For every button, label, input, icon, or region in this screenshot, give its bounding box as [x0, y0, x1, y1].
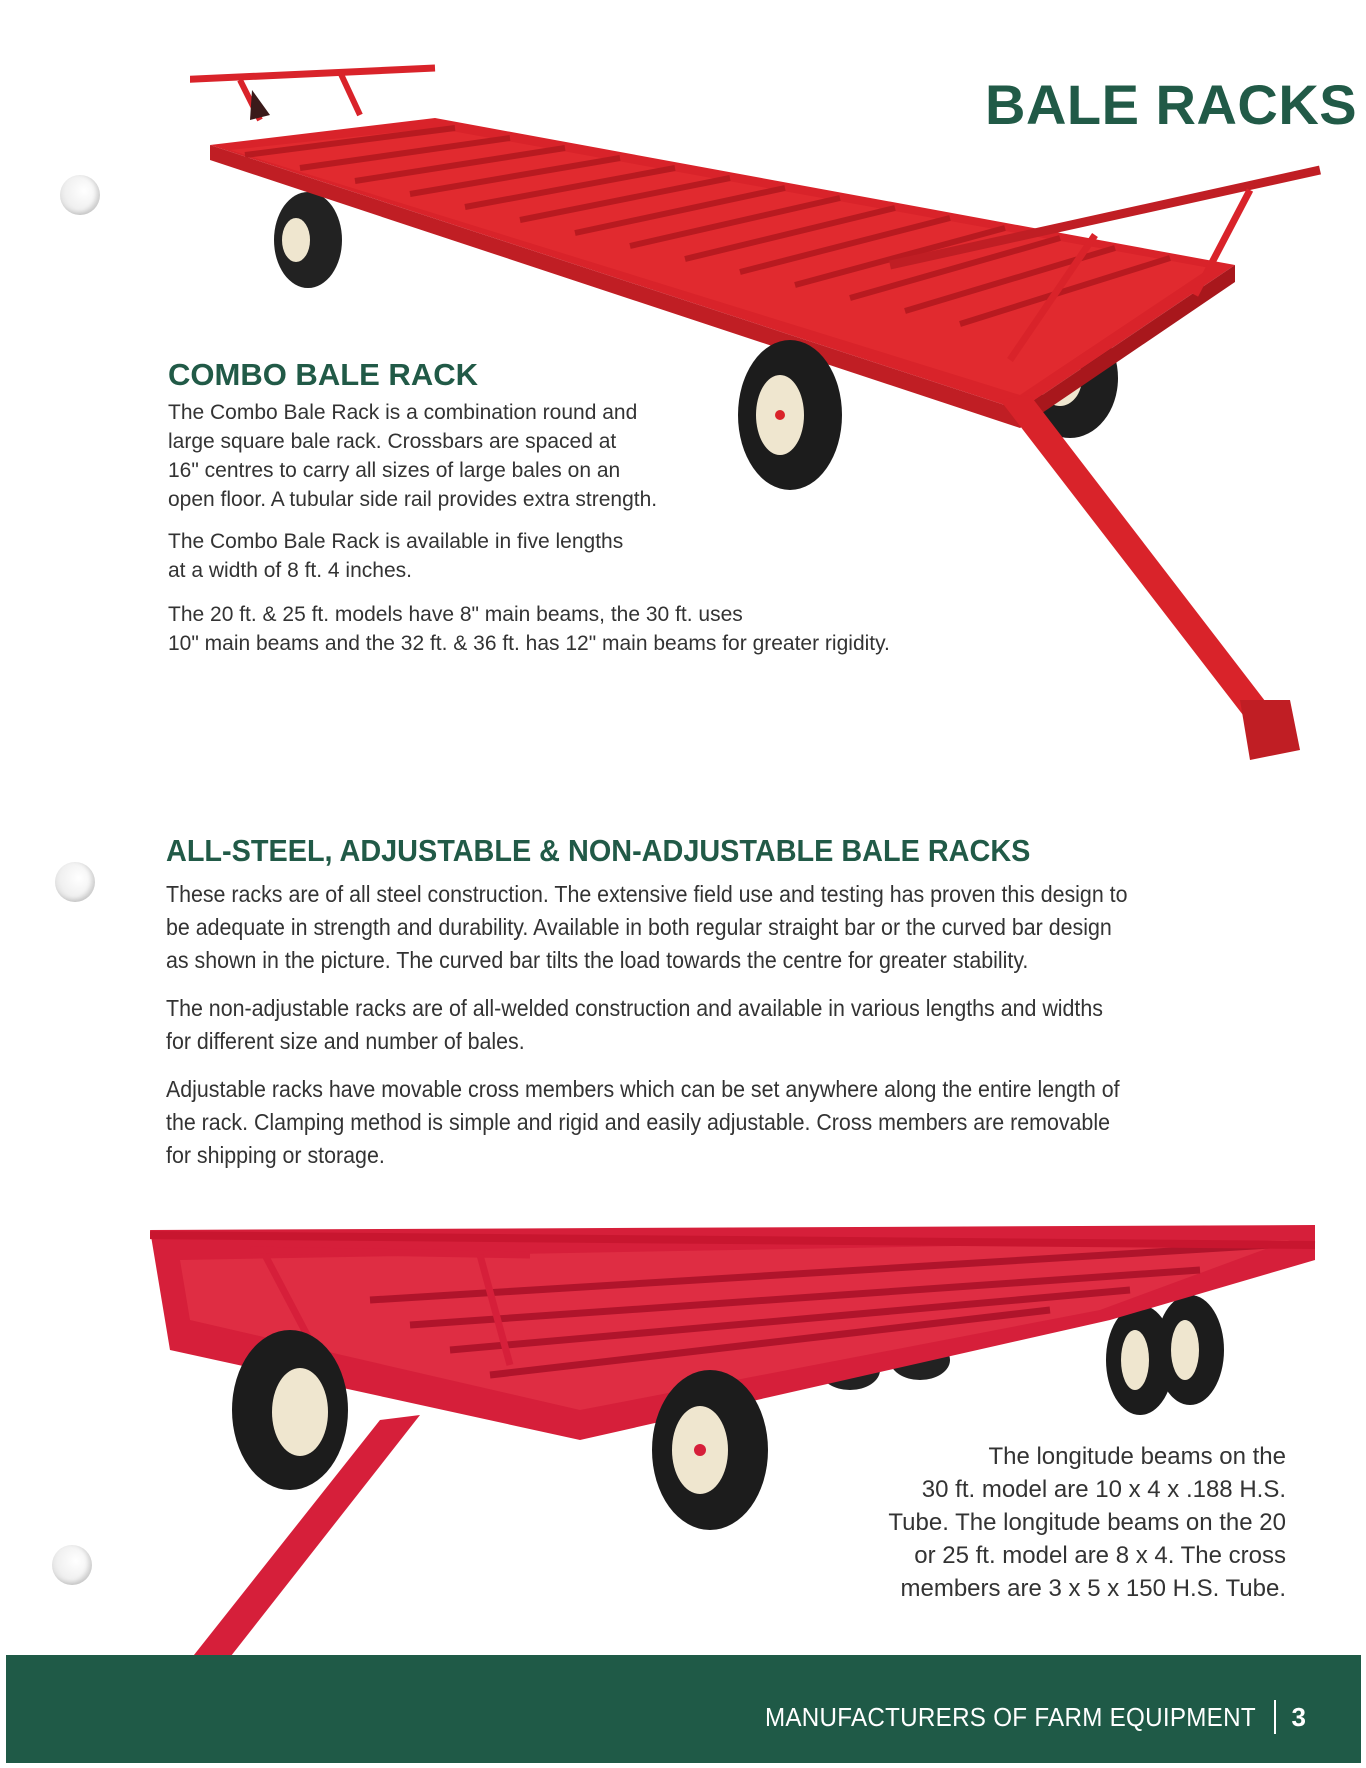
text-line: at a width of 8 ft. 4 inches. — [168, 559, 412, 582]
all-steel-paragraph-2 — [166, 992, 1103, 1058]
all-steel-section-heading: ALL-STEEL, ADJUSTABLE & NON-ADJUSTABLE BALE RACKS — [166, 833, 1031, 868]
text-line: Tube. The longitude beams on the 20 — [888, 1509, 1286, 1536]
beam-specs-caption — [888, 1440, 1286, 1605]
combo-paragraph-2 — [168, 527, 623, 585]
binder-hole-bottom — [52, 1545, 92, 1585]
footer — [728, 1700, 1306, 1734]
page-title: BALE RACKS — [985, 73, 1358, 136]
text-line: the rack. Clamping method is simple and rigid and easily adjustable. Cross members are removable — [166, 1109, 1110, 1135]
combo-paragraph-3 — [168, 600, 890, 658]
text-line: be adequate in strength and durability. Available in both regular straight bar or the curved bar design — [166, 914, 1112, 940]
text-line: The 20 ft. & 25 ft. models have 8" main beams, the 30 ft. uses — [168, 603, 743, 626]
text-line: 30 ft. model are 10 x 4 x .188 H.S. — [921, 1476, 1286, 1503]
footer-divider — [1274, 1700, 1276, 1734]
text-line: The longitude beams on the — [988, 1443, 1286, 1470]
combo-section-heading: COMBO BALE RACK — [168, 357, 478, 392]
combo-paragraph-1 — [168, 398, 657, 514]
text-line: The Combo Bale Rack is available in five lengths — [168, 530, 624, 553]
text-line: 10" main beams and the 32 ft. & 36 ft. has 12" main beams for greater rigidity. — [168, 632, 890, 655]
all-steel-paragraph-3 — [166, 1073, 1120, 1172]
page-number: 3 — [1291, 1701, 1306, 1732]
text-line: These racks are of all steel construction. The extensive field use and testing has proven this design to — [166, 881, 1128, 907]
text-line: large square bale rack. Crossbars are spaced at — [168, 430, 617, 453]
text-line: The non-adjustable racks are of all-welded construction and available in various lengths and widths — [166, 995, 1103, 1021]
footer-label: MANUFACTURERS OF FARM EQUIPMENT — [764, 1701, 1256, 1732]
all-steel-paragraph-1 — [166, 878, 1128, 977]
binder-hole-top — [60, 175, 100, 215]
text-line: 16" centres to carry all sizes of large bales on an — [168, 459, 621, 482]
binder-hole-middle — [55, 862, 95, 902]
text-line: open floor. A tubular side rail provides extra strength. — [168, 488, 658, 511]
text-line: for different size and number of bales. — [166, 1028, 525, 1054]
text-line: Adjustable racks have movable cross members which can be set anywhere along the entire length of — [166, 1076, 1120, 1102]
text-line: or 25 ft. model are 8 x 4. The cross — [914, 1542, 1286, 1569]
text-line: as shown in the picture. The curved bar tilts the load towards the centre for greater stability. — [166, 947, 1029, 973]
text-line: The Combo Bale Rack is a combination round and — [168, 401, 638, 424]
text-line: for shipping or storage. — [166, 1142, 385, 1168]
text-line: members are 3 x 5 x 150 H.S. Tube. — [900, 1575, 1286, 1602]
